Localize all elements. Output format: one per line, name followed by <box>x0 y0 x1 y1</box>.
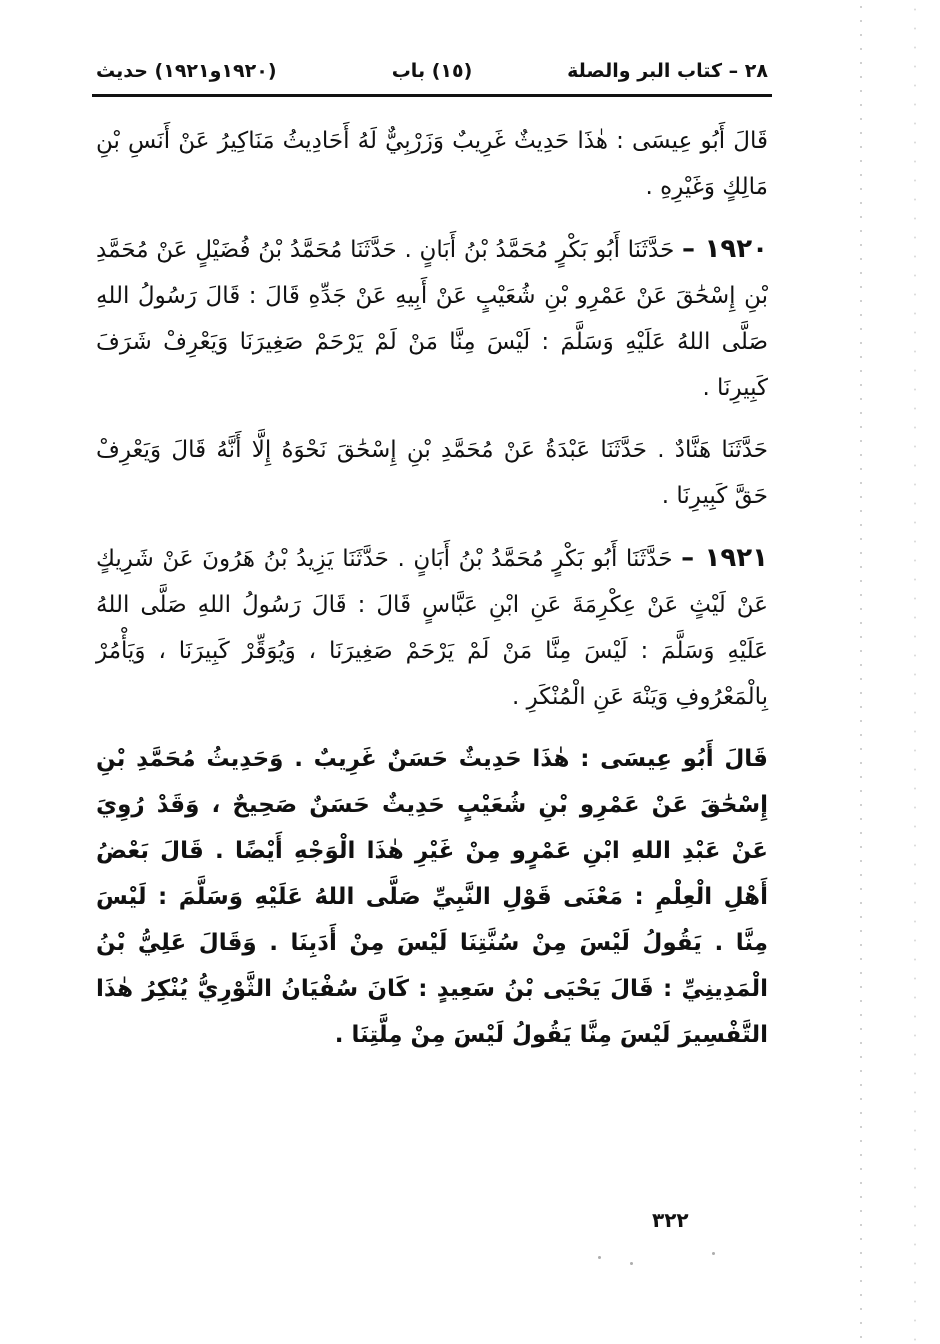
header-hadith-range: (١٩٢٠و١٩٢١) حديث <box>96 60 277 82</box>
scan-speck <box>630 1262 633 1265</box>
scan-speck <box>598 1256 601 1259</box>
commentary-paragraph <box>96 118 768 210</box>
hadith-paragraph <box>96 535 768 720</box>
paragraph-text: قَالَ أَبُو عِيسَى : هٰذَا حَدِيثٌ حَسَنٌ غَرِيبٌ . وَحَدِيثُ مُحَمَّدِ بْنِ إِسْحَٰقَ عَنْ عَمْرِو بْنِ شُعَيْبٍ حَدِيثٌ حَسَنٌ صَحِيحٌ ، وَقَدْ رُوِيَ عَنْ عَبْدِ اللهِ ابْنِ عَمْرٍو مِنْ غَيْرِ هٰذَا الْوَجْهِ أَيْضًا . قَالَ بَعْضُ أَهْلِ الْعِلْمِ : مَعْنَى قَوْلِ النَّبِيِّ صَلَّى اللهُ عَلَيْهِ وَسَلَّمَ : لَيْسَ مِنَّا . يَقُولُ لَيْسَ مِنْ سُنَّتِنَا لَيْسَ مِنْ أَدَبِنَا . وَقَالَ عَلِيُّ بْنُ الْمَدِينِيِّ : قَالَ يَحْيَى بْنُ سَعِيدٍ : كَانَ سُفْيَانُ الثَّوْرِيُّ يُنْكِرُ هٰذَا التَّفْسِيرَ لَيْسَ مِنَّا يَقُولُ لَيْسَ مِنْ مِلَّتِنَا . <box>96 746 768 1048</box>
header-rule <box>92 94 772 97</box>
paragraph-text: حَدَّثَنَا هَنَّادٌ . حَدَّثَنَا عَبْدَةُ عَنْ مُحَمَّدِ بْنِ إِسْحَٰقَ نَحْوَهُ إِلَّا أَنَّهُ قَالَ وَيَعْرِفْ حَقَّ كَبِيرِنَا . <box>96 437 768 509</box>
hadith-number: ١٩٢٠ – <box>682 234 768 264</box>
paragraph-text: قَالَ أَبُو عِيسَى : هٰذَا حَدِيثٌ غَرِيبٌ وَزَرْبِيٌّ لَهُ أَحَادِيثُ مَنَاكِيرُ عَنْ أَنَسِ بْنِ مَالِكٍ وَغَيْرِهِ . <box>96 128 768 200</box>
chain-paragraph <box>96 427 768 519</box>
paragraph-text: حَدَّثَنَا أَبُو بَكْرٍ مُحَمَّدُ بْنُ أَبَانٍ . حَدَّثَنَا مُحَمَّدُ بْنُ فُضَيْلٍ عَنْ مُحَمَّدِ بْنِ إِسْحَٰقَ عَنْ عَمْرِو بْنِ شُعَيْبٍ عَنْ أَبِيهِ عَنْ جَدِّهِ قَالَ : قَالَ رَسُولُ اللهِ صَلَّى اللهُ عَلَيْهِ وَسَلَّمَ : لَيْسَ مِنَّا مَنْ لَمْ يَرْحَمْ صَغِيرَنَا وَيَعْرِفْ شَرَفَ كَبِيرِنَا . <box>96 237 768 401</box>
scan-edge-dots <box>860 0 862 1344</box>
header-chapter: (١٥) باب <box>391 60 473 82</box>
page-body <box>96 118 768 1074</box>
commentary-paragraph <box>96 736 768 1058</box>
scan-speck <box>712 1252 715 1255</box>
running-header <box>96 56 768 90</box>
paragraph-text: حَدَّثَنَا أَبُو بَكْرٍ مُحَمَّدُ بْنُ أَبَانٍ . حَدَّثَنَا يَزِيدُ بْنُ هَرُونَ عَنْ شَرِيكٍ عَنْ لَيْثٍ عَنْ عِكْرِمَةَ عَنِ ابْنِ عَبَّاسٍ قَالَ : قَالَ رَسُولُ اللهِ صَلَّى اللهُ عَلَيْهِ وَسَلَّمَ : لَيْسَ مِنَّا مَنْ لَمْ يَرْحَمْ صَغِيرَنَا ، وَيُوَقِّرْ كَبِيرَنَا ، وَيَأْمُرْ بِالْمَعْرُوفِ وَيَنْهَ عَنِ الْمُنْكَرِ . <box>96 546 768 710</box>
page-signature-mark: ٣٢٢ <box>652 1208 689 1232</box>
scan-edge-dots-outer <box>914 0 916 1344</box>
header-book-title: ٢٨ – كتاب البر والصلة <box>567 60 768 82</box>
hadith-paragraph <box>96 226 768 411</box>
hadith-number: ١٩٢١ – <box>681 543 768 573</box>
